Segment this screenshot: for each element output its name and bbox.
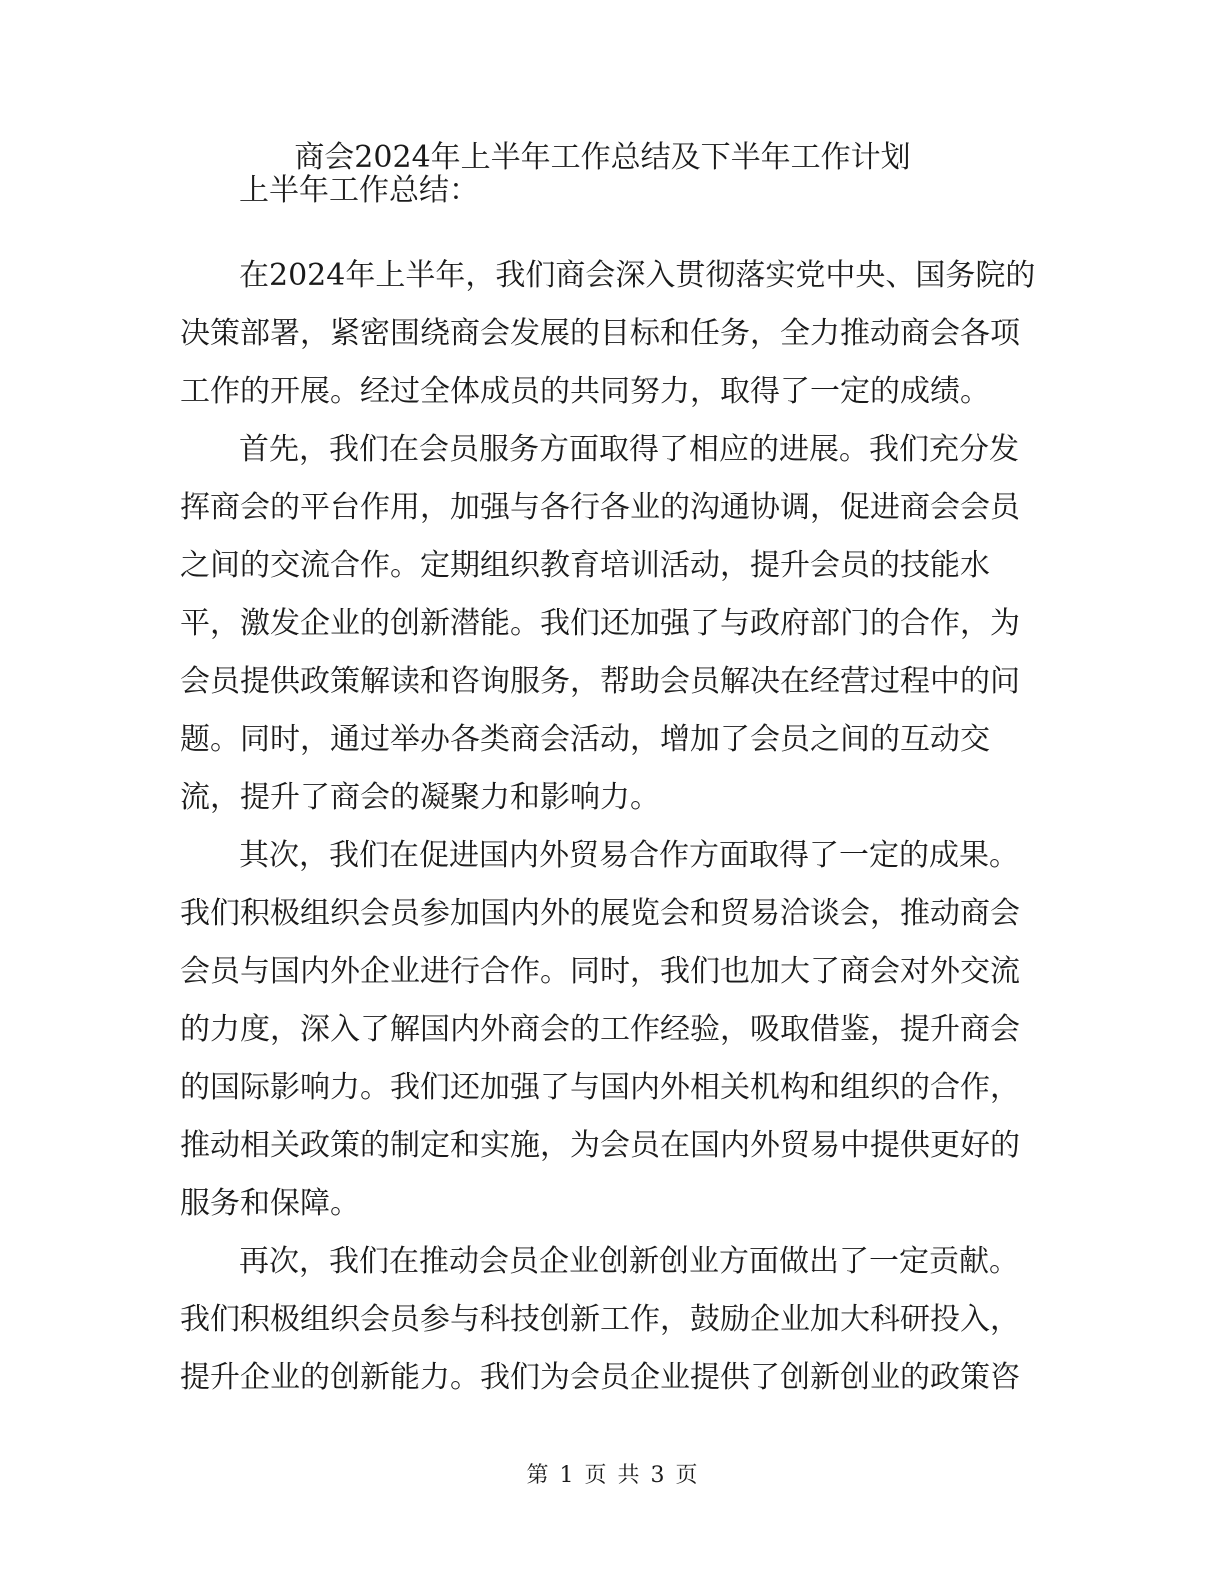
paragraph-line: 服务和保障。	[180, 1186, 360, 1221]
paragraph-line: 之间的交流合作。定期组织教育培训活动，提升会员的技能水	[180, 548, 990, 583]
paragraph-line: 我们积极组织会员参加国内外的展览会和贸易洽谈会，推动商会	[180, 896, 1020, 931]
paragraph-line: 会员提供政策解读和咨询服务，帮助会员解决在经营过程中的问	[180, 664, 1020, 699]
paragraph-line: 我们积极组织会员参与科技创新工作，鼓励企业加大科研投入，	[180, 1302, 1020, 1337]
paragraph-line: 挥商会的平台作用，加强与各行各业的沟通协调，促进商会会员	[180, 490, 1020, 525]
paragraph-line: 的国际影响力。我们还加强了与国内外相关机构和组织的合作，	[180, 1070, 1020, 1105]
paragraph-line: 流，提升了商会的凝聚力和影响力。	[180, 780, 660, 815]
paragraph-line: 其次，我们在促进国内外贸易合作方面取得了一定的成果。	[239, 838, 1019, 873]
paragraph-line: 的力度，深入了解国内外商会的工作经验，吸取借鉴，提升商会	[180, 1012, 1020, 1047]
paragraph-line: 会员与国内外企业进行合作。同时，我们也加大了商会对外交流	[180, 954, 1020, 989]
paragraph-line: 在2024年上半年，我们商会深入贯彻落实党中央、国务院的	[239, 258, 1036, 293]
section-heading: 上半年工作总结：	[239, 173, 479, 208]
paragraph-line: 决策部署，紧密围绕商会发展的目标和任务，全力推动商会各项	[180, 316, 1020, 351]
paragraph-line: 首先，我们在会员服务方面取得了相应的进展。我们充分发	[239, 432, 1019, 467]
document-title: 商会2024年上半年工作总结及下半年工作计划	[294, 140, 911, 175]
paragraph-line: 再次，我们在推动会员企业创新创业方面做出了一定贡献。	[239, 1244, 1019, 1279]
paragraph-line: 平，激发企业的创新潜能。我们还加强了与政府部门的合作，为	[180, 606, 1020, 641]
page-footer: 第 1 页 共 3 页	[526, 1463, 698, 1488]
paragraph-line: 题。同时，通过举办各类商会活动，增加了会员之间的互动交	[180, 722, 990, 757]
paragraph-line: 工作的开展。经过全体成员的共同努力，取得了一定的成绩。	[180, 374, 990, 409]
paragraph-line: 推动相关政策的制定和实施，为会员在国内外贸易中提供更好的	[180, 1128, 1020, 1163]
paragraph-line: 提升企业的创新能力。我们为会员企业提供了创新创业的政策咨	[180, 1360, 1020, 1395]
